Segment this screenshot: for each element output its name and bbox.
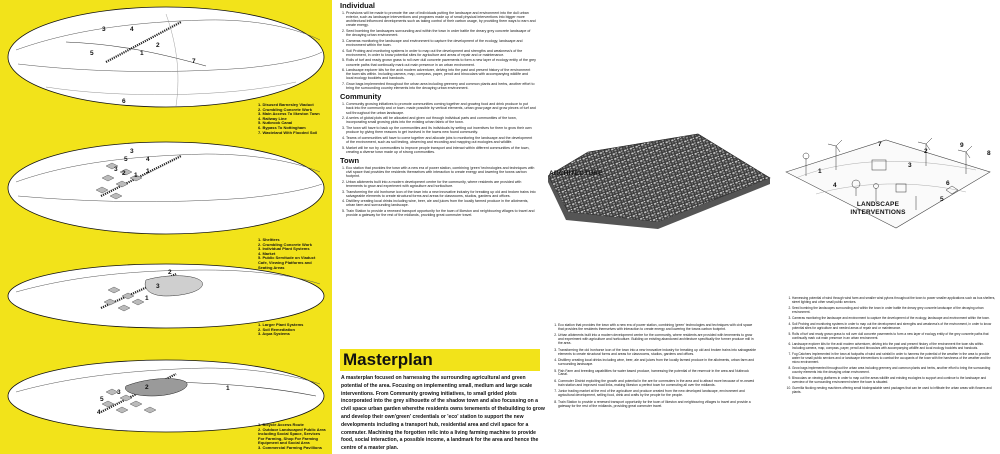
list-item: 6. Landscape explorer kits for the avid modern adventurer, delving into the past and present history of the environment the town sits within. Including camera, map, compass, paper, pencil and binoculars with accompanying wildlife and local ecology booklets and handouts. [346,68,536,80]
list-item: 2. A series of global plots will be allocated and given out through individual parts and communities of the town, incorporating small growing plots into the existing urban fabric of the town. [346,116,536,124]
list-item: 1. Community growing initiatives to promote communities coming together and growing food and drink produce to put back into the community and or town. made possible by vertical elements, urban grow page and grow pieces of turf and soil throughout the urban landscape. [346,102,536,114]
panel-number: 2 [145,384,149,391]
list-item: 3. Cameras monitoring the landscape and environment to capture the development of the ecology, landscape and environment within the town. [346,39,536,47]
legend-item: For Farming, Shop For Farming [258,435,318,441]
section-heading-community: Community [340,92,382,102]
list-item: 4. Distillery creating local drinks including wine, beer, ale and juices from the locally farmed produce in the allotments, urban farm and surrounding landscape. [346,199,536,207]
list-item: 3. Transforming the old Ironhorse icon of the town into a new innovative industry for breaking up old and broken trains into salvageable elements to create structural forms and areas for classrooms, studios, gardens and offices. [346,190,536,198]
intervention-number: 7 [878,141,882,148]
intervention-number: 8 [987,150,991,157]
community-list [340,102,536,153]
legend-item: 1. Disused Barnesley Viaduct [258,102,314,107]
intervention-number: 4 [833,182,837,189]
panel-number: 2 [168,269,172,276]
legend-item: 3. Individual Plant Systems [258,246,310,252]
legend-item: 1. Sheltters [258,237,280,242]
legend-item: 2. Crumbling Concrete Work [258,241,312,247]
intervention-number: 3 [908,162,912,169]
legend-item: including Social Space, Services [258,431,321,437]
site-plan-existing [6,2,328,112]
panel-number: 4 [97,409,101,416]
intervention-number: 2 [924,148,928,155]
panel-number: 6 [122,98,126,105]
legend-item: 1. Bicycle Access Route [258,422,304,427]
legend-item: 4. Railway Line [258,115,287,121]
list-item: 10. Guerrilla flocking nesting machines offering small biodegradable seed packages that can be used to infiltrate the urban areas with flowers and plants. [792,387,996,394]
town-list [340,166,536,217]
list-item: 3. Cameras monitoring the landscape and environment to capture the development of the ecology, landscape and environment within the town. [792,317,996,321]
panel-number: 2 [122,170,126,177]
panel-number: 5 [90,50,94,57]
list-item: 4. Teams of communities will have to come together and allocate jobs to monitoring the landscape and the development of the environment, such as soil testing, observing and recording and mapping out ecologies and wildlife. [346,136,536,144]
panel-number: 3 [102,26,106,33]
list-item: 3. The town will have to back up the communities and its individuals by setting out incentives for them to grow their own produce by giving them reasons to get involved in the towns new found community. [346,126,536,134]
list-item: 7. Junior trading market at the end of the agriculture and produce created from the new developed landscape, environment and agricultural development, selling food, drink and crafts by the people for the people. [558,390,758,398]
list-item: 6. Landscape explorer kits for the avid modern adventurer, delving into the past and present history of the environment the town sits within. Including camera, map, compass, paper, pencil and binoculars with accompanying wildlife and local ecology booklets and handouts. [792,343,996,350]
list-item: 1. Harnessing potential of wind through wind farm and smaller wind pylons throughout the town to power smaller applications such as bus shelters, street lighting and other small public services. [792,297,996,304]
list-item: 4. Soil Probing and monitoring systems in order to map out the development and strengths and weakness's of the environment, in order to know potential sites for agriculture and areas of repair and or maintenance. [346,49,536,57]
list-item: 2. Seed bombing the landscapes surrounding and within the town in order battle the dreary grey concrete landscape of the decaying urban environment. [346,29,536,37]
panel-number: 3 [114,166,118,173]
panel-number: 5 [100,396,104,403]
architecture-notes [552,324,758,411]
list-item: 8. Train Station to provide a renewed transport opportunity for the town of Ilkeston and neighbouring villages to travel and provide a gateway for the rest of the midlands, providing great commuter travel. [558,401,758,409]
list-item: 5. Rolls of turf and ready grown grass to roll over dull concrete pavements to form a new layer of ecology entity of the grey concrete paths that continually mark out main presence in an urban environment. [792,333,996,340]
panel-number: 4 [130,26,134,33]
list-item: 2. Seed bombing the landscapes surrounding and within the town in order battle the dreary grey concrete landscape of the decaying urban environment. [792,307,996,314]
architecture-label: ARCHITECTURE [549,170,603,177]
panel-number: 3 [130,148,134,155]
individual-list [340,11,536,90]
intervention-number: 6 [946,180,950,187]
list-item: 6. Commuter District exploiting the growth and potential in the are for commuters in the area and to attract more because of re-newed train station and improved road links, making Ilkeston a perfect town for commuting all over the midlands. [558,380,758,388]
list-item: 5. Train Station to provide a renewed transport opportunity for the town of Ilkeston and neighbouring villages to travel and provide a gateway for the rest of the midlands, providing great commuter travel. [346,209,536,217]
panel-number: 1 [134,172,138,179]
list-item: 9. Binoculars on viewing platforms in order to map out the areas wildlife and existing ecologies to support and continue to the landscape and overview of the surrounding environment where the town is situated. [792,377,996,384]
legend-item: 6. Bypass To Nottingham [258,124,306,130]
list-item: 7. Grow bags implemented throughout the urban area including greenery and common plants and herbs, another effort to bring the surrounding country elements into the decaying urban environment. [346,82,536,90]
legend-item: 2. Soil Remediation [258,326,295,332]
legend-item: 4. Market [258,250,276,256]
intervention-number: 5 [940,196,944,203]
landscape-notes [786,297,996,397]
legend-item: Seating Areas [258,264,285,270]
section-heading-town: Town [340,155,360,165]
legend-item: 7. Wasteland With Flooded Soil [258,129,318,135]
panel-number: 5 [124,156,128,163]
section-heading-individual: Individual [340,1,376,10]
panel-number: 3 [117,389,121,396]
legend-item: 5. Nutbrook Canal [258,120,293,126]
panel-number: 3 [156,283,160,290]
legend-stage-three [258,423,326,451]
masterplan-description: A masterplan focused on harnessing the surrounding agricultural and green potential of the area. Focusing on implementing small, medium and large scale interventions. From Community growing initiatives, to small grided plots incorporated into the grey silhouette of the shadow town and also focussing on a civil space urban garden wherethe residents owns tenements of thebuilding to grow and develop their own'green' credentials or 'eco' station to support the new developments including a transport hub, residential area and civil space for a commuter. Machining the forgotten relic into a living farming machine to provide food, social interaction, a possible income, a landmark for the area and hence the centre of a master plan. [341,375,545,452]
legend-item: 3. Commercial Farming Pavillions [258,444,323,450]
legend-item: 2. Outdoor Landscaped Public Area [258,426,326,432]
list-item: 2. Urban allotments built into a modern development centre for the community, where residents are provided with tenements to grow and experiment with agriculture and horticulture. [346,180,536,188]
proposal-text-column [340,1,536,222]
architecture-aerial-view [548,132,772,242]
site-plans-strip [0,0,332,454]
list-item: 3. Transforming the old Ironhorse icon of the town into a new innovative industry for breaking up old and broken trains into salvageable elements to create structural forms and areas for classrooms, studios, gardens and offices. [558,349,758,357]
legend-item: 3. Main Access To Ilkeston Town [258,111,320,117]
legend-stage-two [258,323,303,337]
list-item: 4. Distillery creating local drinks including wine, beer, ale and juices from the locally farmed produce in the allotments, urban farm and surrounding landscape. [558,359,758,367]
landscape-interventions-sketch [776,132,998,238]
legend-item: 1. Larger Plant Systems [258,322,304,327]
list-item: 1. Eco station that provides the town with a new era of power station, combining 'green' technologies and techniques with civil space that provides the residents themselves with interaction to create energy and lowering the towns carbon footprint. [558,324,758,332]
panel-number: 2 [156,42,160,49]
panel-number: 7 [192,58,196,65]
list-item: 1. Provisions will be made to promote the use of individuals putting the landscape and environment into the dull urban exterior, such as landscape interventions and programs made up of small physical interventions into bigger more architectural influenced developments such as taking control of their carbon usage, by providing them ways to earn and create energy. [346,11,536,27]
list-item: 4. Soil Probing and monitoring systems in order to map out the development and strengths and weakness's of the environment, in order to know potential sites for agriculture and needed areas of repair and or maintenance. [792,323,996,330]
site-plan-stage-one [6,138,328,238]
list-item: 1. Eco station that provides the town with a new era of power station, combining 'green' technologies and techniques with civil space that provides the residents themselves with interaction to create energy and lowering the towns carbon footprint. [346,166,536,178]
list-item: 2. Urban allotments built into a modern development centre for the community, where residents are provided with tenements to grow and experiment with agriculture and horticulture. Building on existing abandoned architecture specifically the former produce mill in the area. [558,334,758,346]
legend-item: Cafe, Viewing Platforms and [258,259,312,265]
panel-number: 1 [140,50,144,57]
masterplan-title: Masterplan [343,350,433,369]
list-item: 5. Market will be run by communities to improve people transport and interact within different communities of the town, creating a diverse town made up of strong communities. [346,146,536,154]
legend-item: Equipment and Social Area [258,440,310,446]
list-item: 5. Fish Farm and breeding capabilities for water based produce, harnessing the potential of the reservoir in the area and Nutbrook Canal. [558,370,758,378]
site-plan-stage-two [6,260,328,330]
legend-item: 2. Crumbling Concrete Work [258,106,312,112]
legend-item: 5. Public Servitude on Viaduct [258,255,316,261]
panel-number: 1 [226,385,230,392]
list-item: 8. Grow bags implemented throughout the urban area including greenery and common plants and herbs, another effort to bring the surrounding country elements into the decaying urban environment. [792,367,996,374]
intervention-number: 9 [960,142,964,149]
panel-number: 4 [146,156,150,163]
landscape-label: LANDSCAPE INTERVENTIONS [850,201,906,216]
list-item: 5. Rolls of turf and ready grown grass to roll over dull concrete pavements to form a new layer of ecology entity of the grey concrete paths that continually mark out main presence in an urban environment. [346,58,536,66]
panel-number: 1 [145,295,149,302]
intervention-number: 1 [818,168,822,175]
legend-item: 3. Aqua Systems [258,331,290,337]
panel-number: 1 [146,168,150,175]
legend-existing [258,103,320,135]
list-item: 7. Fog Catchers implemented in the town at footpaths of wind and rainfall in order to harness the potential of the weather in the area to provide water for small public services and or landscape interventions to combat the occupants of the town with the harshness of the weather and the micro environment. [792,353,996,364]
